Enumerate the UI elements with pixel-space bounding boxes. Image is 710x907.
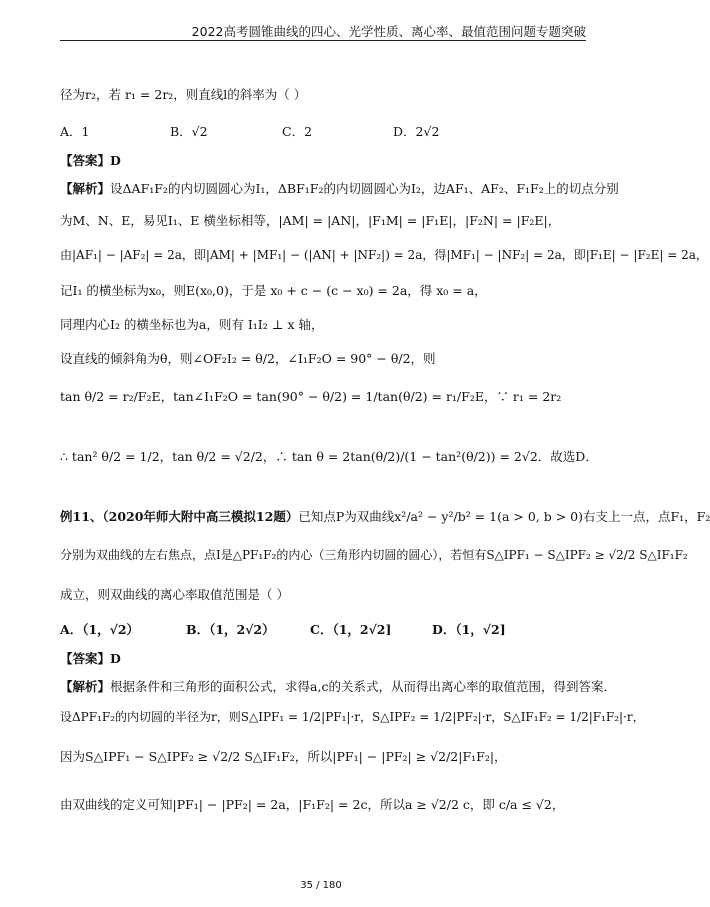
q2-options [60, 620, 580, 638]
analysis-2-label: 【解析】 [60, 679, 111, 694]
analysis-1-line-4: 记I₁ 的横坐标为x₀，则E(x₀,0)，于是 x₀ + c − (c − x₀) = 2a，得 x₀ = a， [60, 283, 487, 298]
answer-1-value: D [110, 153, 121, 168]
q2-option-d: D．（1，√2] [432, 622, 506, 637]
answer-2 [60, 650, 121, 668]
q1-option-a: A．1 [60, 124, 90, 139]
analysis-2-line-2: 设ΔPF₁F₂的内切圆的半径为r，则S△IPF₁ = 1/2|PF₁|·r，S△IPF₂ = 1/2|PF₂|·r，S△IF₁F₂ = 1/2|F₁F₂|·r， [60, 710, 645, 724]
analysis-1-line-2: 为M、N、E，易见I₁、E 横坐标相等，|AM| = |AN|，|F₁M| = |F₁E|，|F₂N| = |F₂E|， [60, 213, 561, 228]
answer-1-label: 【答案】 [60, 153, 111, 168]
analysis-1-text-1: 设ΔAF₁F₂的内切圆圆心为I₁，ΔBF₁F₂的内切圆圆心为I₂，边AF₁、AF₂、F₁F₂上的切点分别 [110, 181, 619, 196]
question-stem-end [60, 86, 306, 104]
example-11-line-1 [60, 508, 710, 526]
analysis-2-line-1 [60, 678, 616, 696]
page-footer [0, 880, 642, 891]
analysis-2-line-3: 因为S△IPF₁ − S△IPF₂ ≥ √2/2 S△IF₁F₂，所以|PF₁| − |PF₂| ≥ √2/2|F₁F₂|， [60, 749, 507, 764]
analysis-1-line-5: 同理内心I₂ 的横坐标也为a，则有 I₁I₂ ⊥ x 轴， [60, 317, 324, 332]
analysis-1-line-1 [60, 180, 619, 198]
q1-option-c: C．2 [282, 124, 313, 139]
question-stem-text: 径为r₂，若 r₁ = 2r₂，则直线l的斜率为（ ） [60, 87, 307, 102]
analysis-1-line-3: 由|AF₁| − |AF₂| = 2a，即|AM| + |MF₁| − (|AN| + |NF₂|) = 2a，得|MF₁| − |NF₂| = 2a，即|F₁E| − |F₂E| = 2a， [60, 248, 708, 262]
header-rule [60, 40, 586, 41]
page-header [0, 0, 642, 40]
q2-option-a: A．（1，√2） [60, 622, 140, 637]
page-number: 35 / 180 [300, 880, 342, 891]
answer-2-label: 【答案】 [60, 651, 111, 666]
analysis-1-line-7: tan θ/2 = r₂/F₂E，tan∠I₁F₂O = tan(90° − θ/2) = 1/tan(θ/2) = r₁/F₂E，∵ r₁ = 2r₂ [60, 389, 562, 404]
example-11-line-3: 成立，则双曲线的离心率取值范围是（ ） [60, 587, 289, 602]
analysis-1-line-6: 设直线的倾斜角为θ，则∠OF₂I₂ = θ/2，∠I₁F₂O = 90° − θ/2，则 [60, 351, 436, 366]
analysis-1-label: 【解析】 [60, 181, 111, 196]
example-11-line-2: 分别为双曲线的左右焦点，点I是△PF₁F₂的内心（三角形内切圆的圆心），若恒有S△IPF₁ − S△IPF₂ ≥ √2/2 S△IF₁F₂ [60, 548, 688, 562]
example-11-label: 例11、（2020年师大附中高三模拟12题） [60, 509, 299, 524]
answer-2-value: D [110, 651, 121, 666]
answer-1 [60, 152, 121, 170]
q1-options [60, 122, 580, 140]
analysis-1-line-8: ∴ tan² θ/2 = 1/2，tan θ/2 = √2/2，∴ tan θ = 2tan(θ/2)/(1 − tan²(θ/2)) = 2√2．故选D． [60, 449, 598, 464]
q2-option-c: C．（1，2√2] [310, 622, 392, 637]
example-11-text-1: 已知点P为双曲线x²/a² − y²/b² = 1(a > 0, b > 0)右支上一点，点F₁，F₂ [298, 509, 710, 524]
q1-option-d: D．2√2 [393, 124, 440, 139]
analysis-2-line-4: 由双曲线的定义可知|PF₁| − |PF₂| = 2a，|F₁F₂| = 2c，所以a ≥ √2/2 c，即 c/a ≤ √2， [60, 797, 565, 812]
header-title: 2022高考圆锥曲线的四心、光学性质、离心率、最值范围问题专题突破 [191, 24, 586, 39]
analysis-2-text-1: 根据条件和三角形的面积公式，求得a,c的关系式，从而得出离心率的取值范围，得到答案． [110, 679, 616, 694]
q1-option-b: B．√2 [170, 124, 208, 139]
q2-option-b: B．（1，2√2） [186, 622, 275, 637]
